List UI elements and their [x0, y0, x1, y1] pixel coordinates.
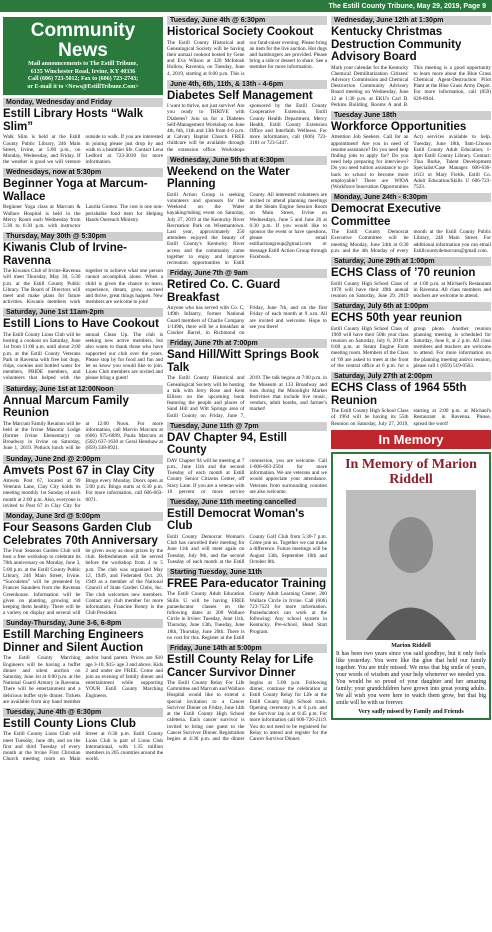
event-date-bar: Saturday, July 6th at 1:00pm	[331, 302, 491, 311]
article-headline: Estill Lions to Have Cookout	[3, 318, 159, 331]
article-headline: Workforce Opportunities	[331, 120, 467, 133]
article-body: Estill County High School Class of 1969 will have their 50th year class reunion on Saturday, July 6, 2019 at 6:00 p.m. at Steam Engine Farm meeting room. Members of the Class of '69 are asked to meet at the front of the central office at 6 p.m. for a group photo. Another reunion planning meeting is scheduled for Saturday, June 8, at 2 p.m. All class members and teachers are welcome to attend. For more information on the planning meeting and/or reunion, please call 1 (859) 519-0563.	[331, 325, 491, 369]
article-headline: FREE Para-educator Training	[167, 577, 327, 590]
event-date-bar: Tuesday, June 11th @ 7pm	[167, 422, 327, 431]
article-body: The Estill County Lions Club will meet Tuesday, June 4th, and on the first and third Tuesday of every month at the Irvine First Christian Church meeting room on Main Street at 6:30 p.m. Estill County Lions Club is part of Lions Club International, with 1.35 million members in 205 countries around the world.	[3, 731, 163, 763]
article-headline: Weekend on the Water Planning	[167, 165, 290, 191]
article-body: The Estill County Lions Club will be hosting a cookout on Saturday, June 1st from 11:00 a.m. until about 2:00 p.m. at the Estill County Veterans Park in Ravenna with free hot dogs, chips, cookies and bottled water for members, PRIDE members, and volunteers that helped with the annual Clean Up. The club is seeking new active members, but also wants to thank those who have supported our club over the years. Please stop by for food and fun and let us know you would like to join. Lions Club members are invited and please bring a guest!	[3, 331, 163, 382]
memorial-banner: In Memory	[331, 430, 491, 449]
article-body: The Estill County Historical and Genealogical Society will be having their annual cookout hosted by Gene and Eva Wilson at 320 McIntosh Hollow, Ravenna, on Tuesday, June 4, 2019, starting at 6:00 p.m. This is our fund-raiser evening. Please bring an item for the live auction. Hot dogs and hamburgers are provided. Please bring a side or dessert to share. See a member for more information.	[167, 39, 327, 77]
community-news-box	[3, 17, 163, 95]
article-headline: Estill Democrat Woman's Club	[167, 507, 305, 533]
article-body: Amvets Post 67, located at 99 Veterans Lane, Clay City holds its meeting monthly 1st Sunday of each month at 2:00 p.m. Also, everyone is invited to Post 67 in Clay City for Bingo every Monday. Doors open at 5:00 p.m. Bingo starts at 6:30 p.m. For more information, call 606-663-0071.	[3, 478, 163, 509]
article-body: Mark your calendar for the Kentucky Chemical Demilitarization Citizens' Advisory Commission and Chemical Destruction Community Advisory Board meeting on Wednesday, June 12 at 1:30 p.m. at EKU's Carl D. Perkins Building, Rooms A and B. This meeting is a good opportunity to learn more about the Blue Grass Chemical Agent-Destruction Pilot Plant at the Blue Grass Army Depot. For more information, call (859) 626-8944.	[331, 64, 491, 108]
article-headline: Historical Society Cookout	[167, 26, 314, 38]
memorial-title: In Memory of Marion Riddell	[345, 456, 477, 487]
event-date-bar: June 4th, 6th, 11th, & 13th - 4-6pm	[167, 80, 327, 89]
memorial-caption: Marion Riddell	[391, 642, 431, 649]
article-body: The Estill County Historical and Genealogical Society will be hosting a talk with Jerry Rose and Kent Ellison on the upcoming book featuring the people and places of Sand Hill and Witt Springs area of Estill County on Friday, June 7, 2019. The talk begins at 7:00 p.m. in the Museum at 133 Broadway and runs during the Moonlight Market festivities that include live music, vendors, adult booths, and farmer's market!	[167, 375, 327, 419]
event-date-bar: Monday, June 24th - 6:30pm	[331, 193, 491, 202]
article-body: Estill County High School Class of 1970 will have their 49th annual reunion on Saturday, June 29, 2019 at 1:00 p.m. at Michael's Restaurant in Ravenna. All class members and teachers are welcome to attend.	[331, 280, 491, 299]
article-headline: Annual Marcum Family Reunion	[3, 394, 129, 420]
event-date-bar: Wednesday, June 12th at 1:30pm	[331, 16, 491, 25]
page-header: The Estill County Tribune, May 29, 2019, Page 9	[0, 0, 492, 12]
article-body: Anyone who has served with Co. C, 149th Infantry, former National Guard members of Charlie Company 1/149th, there will be a breakfast at Cracker Barrel, in Richmond on Friday, June 7th, and on the first Friday of each month at 9 a.m. All are invited and welcome. Hope to see you there!	[167, 305, 327, 337]
memorial-signature: Very sadly missed by Family and Friends	[358, 708, 464, 715]
event-date-bar: Monday, Wednesday and Friday	[3, 98, 163, 107]
article-headline: Amvets Post 67 in Clay City	[3, 464, 155, 477]
article-headline: Retired Co. C. Guard Breakfast	[167, 279, 281, 304]
memorial-photo	[346, 490, 476, 640]
article-body: The Marcum Family Reunion will be held at the Irvine Masonic Lodge (former Irvine Elementary) on Broadway in Irvine on Saturday, June 1, 2019. Potluck lunch will be at 12:00 Noon. For more information, call Marvin Marcum at (606) 975-6899, Paula Marcum at (502) 637-1630 or Geral Henshaw at (859) 338-8921.	[3, 420, 163, 452]
event-date-bar: Tuesday, June 4th @ 6:30pm	[3, 708, 163, 717]
community-news-line: Mail announcements to The Estill Tribune,	[28, 61, 138, 67]
column-middle	[167, 13, 327, 932]
memorial-box	[331, 452, 491, 720]
article-headline: Estill Marching Engineers Dinner and Silent Auction	[3, 629, 144, 654]
article-headline: Estill County Lions Club	[3, 717, 136, 730]
article-body: Walk Slim is held at the Estill County Public Library, 246 Main Street, Irvine, at 5:00 p.m., on Monday, Wednesday, and Friday. If the weather is good we will venture outside to walk. If you are interested in joining please just drop by and walk to a healthier life. Contact Lena Ledford at 723-3030 for more information.	[3, 134, 163, 166]
event-date-bar: Tuesday, June 11th meeting cancelled	[167, 498, 327, 507]
article-headline: Beginner Yoga at Marcum-Wallace	[3, 178, 148, 203]
event-date-bar: Tuesday, June 4th @ 6:30pm	[167, 16, 327, 25]
article-headline: Estill Library Hosts “Walk Slim”	[3, 108, 144, 133]
event-date-bar: Saturday, June 1st at 12:00Noon	[3, 385, 163, 394]
article-body: Beginner Yoga class at Marcum & Wallace Hospital is held in the Mercy Room each Wednesday from 5:30 to 6:30 p.m. with instructor Laurita Gomez. The cost is one non-perishable food item for Helping Hands Outreach Ministry.	[3, 204, 163, 229]
article-body: The Kiwanis Club of Irvine-Ravenna will meet Thursday, May 30, 5:30 p.m. at the Estill County Public Library. The Board of Directors will meet and make plans for future activities. Kiwanis members work together to achieve what one person cannot accomplish alone. When a child is given the chance to learn, experience, dream, grow, succeed and thrive, great things happen. New members are welcome to join!	[3, 268, 163, 306]
event-date-bar: Saturday, June 29th at 1:00pm	[331, 257, 491, 266]
article-body: Attention Job Seekers. Call for an appointment! Are you in need of resume assistance? Do you need help finding jobs to apply for? Do you need help preparing for interviews? Do you need tuition assistance to go back to school to become more employable? There are WIOA (Workforce Innovation Opportunities Act) services available to help. Tuesday, June 18th, 9am-12noon Estill County Adult Education; 1-4pm Estill County Library. Contact: Tina Burke, Talent Development Specialist/Case Manager. 606-636-1613 or Mary Fields, Estill Co. Adult Education/Skills U 606-723-7523.	[331, 134, 491, 191]
event-date-bar: Thursday, May 30th @ 5:30pm	[3, 232, 163, 241]
article-headline: ECHS Class of 1964 55th Reunion	[331, 382, 467, 407]
article-body: DAV Chapter 94 will be meeting at 7 p.m., June 11th and the second Tuesday of each month at Estill County Senior Citizens Center, off Stacy Lane. If you are a veteran with 10 percent or more service connection, you are welcome. Call 1-606-663-2504 for more information. We are veterans and we would appreciate your attendance. Veterans from surrounding counties are also welcome.	[167, 457, 327, 495]
article-headline: DAV Chapter 94, Estill County	[167, 431, 287, 457]
community-news-line: Call (606) 723-5012; Fax to (606) 723-2743;	[27, 76, 139, 83]
article-body: Estill Action Group is seeking volunteers and sponsors for the Weekend on the Water kayaking/tubing event on Saturday, July 27, 2019 at the Kentucky River Recreation Park on Wisemantown. Last year, approximately 250 attendees enjoyed the beauty of Estill County's Kentucky River access and the community came together to enjoy and improve recreation opportunities in Estill County. All interested volunteers are invited to attend planning meetings at the Steam Engine Session Room on Main Street, Irvine on Wednesdays, June 5 and June 26 at 6:30 p.m. If you would like to sponsor the event or have questions, please email estillactiongroup@gmail.com or message Estill Action Group through Facebook.	[167, 191, 327, 267]
community-news-line: or E-mail it to <News@EstillTribune.Com>	[27, 83, 139, 90]
community-news-line: 6135 Winchester Road, Irvine, KY 40336	[30, 68, 136, 75]
event-date-bar: Friday, June 7th at 7:00pm	[167, 339, 327, 348]
article-body: Estill County Democrat Woman's Club has cancelled their meeting for June 11th and will meet again on Tuesday, July 9th, and the second Tuesday of each month at the Estill County Golf Club from 5:30-7 p.m. Come join us. Together we can make a difference. Future meetings will be August 13th, September 10th and October 8th.	[167, 533, 327, 565]
event-date-bar: Wednesday, June 5th th at 6:30pm	[167, 156, 327, 165]
event-date-bar: Sunday, June 2nd @ 2:00pm	[3, 455, 163, 464]
article-headline: Diabetes Self Management	[167, 89, 313, 102]
community-news-title: Community News	[30, 20, 136, 61]
article-headline: ECHS 50th year reunion	[331, 312, 463, 325]
event-date-bar: Sunday-Thursday, June 3-6, 6-8pm	[3, 619, 163, 628]
article-body: The Estill County Marching Engineers will be having a buffet dinner and silent auction on Saturday, June 1st at 6:00 p.m. at the National Guard Armory in Ravenna. There will be entertainment and a delicious buffet style dinner. Tickets are available from any band member and/or band parent. Prices are $10 age 3-10, $15- age 3 and above. Kids 2 and under are FREE. Come and join an evening of family dinner and entertainment while supporting YOUR Estill County Marching Engineers.	[3, 655, 163, 705]
article-headline: Kiwanis Club of Irvine-Ravenna	[3, 242, 127, 267]
article-headline: Estill County Relay for Life Cancer Survivor Dinner	[167, 654, 314, 679]
event-date-bar: Tuesday June 18th	[331, 111, 491, 120]
memorial-text: It has been two years since you said goodbye, but it only feels like yesterday. You were like the glue that held our family together. You are truly missed. We miss that big smile of yours, your words of wisdom and your help whenever we needed you. You would be so proud of your daughter and her amazing family; your grandchildren have grown into great young adults. We all wish you were here to watch them grow, but that big smile will be with us forever.	[336, 650, 486, 706]
event-date-bar: Starting Tuesday, June 11th	[167, 568, 327, 577]
column-left	[3, 13, 163, 932]
article-headline: Kentucky Christmas Destruction Community Advisory Board	[331, 26, 462, 63]
article-headline: Four Seasons Garden Club Celebrates 70th Anniversary	[3, 522, 158, 547]
event-date-bar: Wednesdays, now at 5:30pm	[3, 168, 163, 177]
event-date-bar: Friday, June 14th at 5:00pm	[167, 644, 327, 653]
article-headline: Democrat Executive Committee	[331, 203, 441, 228]
article-body: The Estill County Relay For Life Committee and Marcum and Wallace Hospital would like to extend a special invitation to a Cancer Survivor Dinner on Friday, June 14th at the Estill County High School cafeteria. Each cancer survivor is invited to bring one guest to the Cancer Survivor Dinner. Registration begins at 4:30 p.m. and the dinner begins at 5:00 p.m. Following dinner, continue the celebration at Estill County Relay for Life at the Estill County High School track. Opening ceremony is at 6 p.m. and the Survivor lap is at 6:45 p.m. For more information call 606-726-2119. You do not need to be registered for Relay to attend and register for the Cancer Survivor Dinner.	[167, 680, 327, 742]
column-right	[331, 13, 491, 932]
event-date-bar: Monday, June 3rd @ 5:00pm	[3, 512, 163, 521]
article-body: The Estill County High School Class of 1964 will be having its 55th Reunion on Saturday, July 27, 2019, starting at 2:00 p.m. at Michael's Restaurant in Ravenna. Please, spread the word!	[331, 408, 491, 427]
article-headline: Sand Hill/Witt Springs Book Talk	[167, 349, 319, 374]
article-body: The Estill County Democrat Executive Committee will be meeting Monday, June 24th at 6:30 p.m. and the 4th Monday of every month at the Estill County Public Library, 246 Main Street. For additional information you can email Estillcountydemocrats@gmail.com.	[331, 229, 491, 254]
event-date-bar: Saturday, June 1st 11am-2pm	[3, 308, 163, 317]
article-headline: ECHS Class of ’70 reunion	[331, 267, 476, 280]
event-date-bar: Saturday, July 27th at 2:00pm	[331, 372, 491, 381]
article-body: I want to thrive, not just survive! Are you ready to THRIVE with Diabetes? Join us for a Diabetes Self-Management Workshop on June 4th, 6th, 11th and 13th from 4-6 p.m. at Calvary Baptist Church. FREE childcare will be available through the extension office. Workshops sponsored by the Estill County Cooperative Extension, Estill County Health Department, Mercy Health, Estill County Extension Office and Interfaith Wellness. For more information, call (606) 723-3181 or 723-5447.	[167, 103, 327, 153]
article-body: The Four Seasons Garden Club will host a free workshop to celebrate its 70th anniversary on Monday, June 3, 5:00 p.m. at the Estill County Public Library, 246 Main Street, Irvine. “Succulents” will be presented by Frances Saunders from the Ravenna Greenhouse. Information will be given on planting, growing and keeping them healthy. There will be a variety on display and several will be given away as door prizes by the club. Refreshments will be served before the workshop from 4 to 5 p.m. The club was organized May 12, 1949, and Federated Oct. 20, 1949 as a member of the National Council of State Garden Clubs, Inc. The club welcomes new members. Contact any club member for more information. Francine Bonny is the Club President.	[3, 548, 163, 617]
event-date-bar: Friday, June 7th @ 9am	[167, 269, 327, 278]
article-body: The Estill County Adult Education Skills U will be having FREE paraeducator classes on the following dates at 200 Wallace Circle in Irvine: Tuesday, June 11th, Thursday, June 13th, Tuesday, June 18th, Thursday, June 20th. There is no cost for this. Register at the Estill County Adult Learning Center, 200 Wallace Circle in Irvine. Call (606) 723-7523 for more information. Paraeducators can work at the following: Any school system in Kentucky, Pre-school, Head Start Program.	[167, 591, 327, 641]
